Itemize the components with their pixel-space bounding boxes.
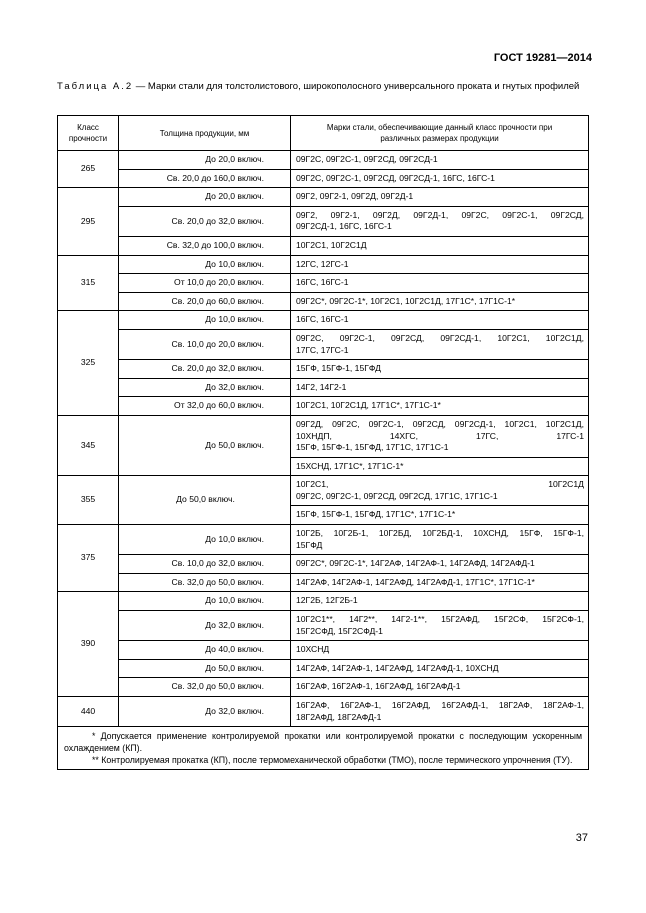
grades-cell: [291, 592, 589, 611]
header-class: Класс прочности: [58, 116, 119, 151]
thickness-cell: [119, 151, 291, 170]
table-caption-text: — Марки стали для толстолистового, широкополосного универсального проката и гнутых профилей: [133, 81, 580, 92]
thickness-text: До 10,0 включ.: [205, 595, 264, 606]
grade-line: 14Г2АФ, 14Г2АФ-1, 14Г2АФД, 14Г2АФД-1, 17Г1С*, 17Г1С-1*: [296, 576, 535, 587]
notes-row: [58, 727, 589, 770]
table-caption: [57, 81, 588, 93]
grade-line: 12Г2Б, 12Г2Б-1: [296, 595, 358, 606]
class-cell: 265: [58, 151, 119, 188]
thickness-text: Св. 32,0 до 50,0 включ.: [171, 681, 264, 692]
grades-cell: [291, 236, 589, 255]
thickness-cell: [119, 255, 291, 274]
table-row: [58, 236, 589, 255]
grades-cell: [291, 329, 589, 359]
table-row: [58, 329, 589, 359]
class-cell: 325: [58, 311, 119, 416]
thickness-text: До 32,0 включ.: [205, 381, 264, 392]
table-row: [58, 611, 589, 641]
grades-cell: [291, 611, 589, 641]
table-row: [58, 188, 589, 207]
grades-cell: [291, 697, 589, 727]
table-row: [58, 292, 589, 311]
table-row: [58, 274, 589, 293]
grade-line: 15ХСНД, 17Г1С*, 17Г1С-1*: [296, 460, 404, 471]
grade-line: 10ХСНД: [296, 644, 330, 655]
grade-line: 10Г2С1, 10Г2С1Д: [296, 479, 584, 490]
grades-cell: [291, 476, 589, 506]
grades-cell: [291, 169, 589, 188]
grade-line: 09Г2С*, 09Г2С-1*, 14Г2АФ, 14Г2АФ-1, 14Г2АФД, 14Г2АФД-1: [296, 558, 535, 569]
grade-line: 09Г2С, 09Г2С-1, 09Г2СД, 09Г2СД-1: [296, 154, 438, 164]
grade-line: 15ГФ, 15ГФ-1, 15ГФД: [296, 363, 381, 374]
grades-cell: [291, 678, 589, 697]
thickness-cell: [119, 236, 291, 255]
grades-cell: [291, 378, 589, 397]
thickness-cell: [119, 641, 291, 660]
thickness-text: До 20,0 включ.: [205, 154, 264, 164]
thickness-cell: [119, 188, 291, 207]
thickness-cell: [119, 311, 291, 330]
thickness-text: До 50,0 включ.: [205, 439, 264, 450]
grade-line: 12ГС, 12ГС-1: [296, 258, 349, 269]
thickness-cell: [119, 274, 291, 293]
thickness-text: Св. 32,0 до 50,0 включ.: [171, 576, 264, 587]
table-caption-label: Таблица А.2: [57, 81, 134, 92]
grade-line: 10ХНДП, 14ХГС, 17ГС, 17ГС-1: [296, 430, 584, 441]
thickness-text: До 40,0 включ.: [205, 644, 264, 655]
grades-cell: [291, 255, 589, 274]
thickness-text: Св. 10,0 до 32,0 включ.: [171, 558, 264, 569]
thickness-cell: [119, 525, 291, 555]
grades-cell: [291, 555, 589, 574]
grade-line: 16Г2АФ, 16Г2АФ-1, 16Г2АФД, 16Г2АФД-1, 18Г2АФ, 18Г2АФ-1,: [296, 700, 584, 710]
thickness-cell: [119, 697, 291, 727]
thickness-text: От 32,0 до 60,0 включ.: [174, 400, 264, 411]
grade-line: 09Г2, 09Г2-1, 09Г2Д, 09Г2Д-1: [296, 191, 414, 202]
grade-line: 09Г2С*, 09Г2С-1*, 10Г2С1, 10Г2С1Д, 17Г1С*, 17Г1С-1*: [296, 295, 516, 306]
grade-line: 09Г2СД-1, 16ГС, 16ГС-1: [296, 221, 392, 232]
table-notes: [58, 727, 589, 770]
grade-line: 10Г2С1, 10Г2С1Д, 17Г1С*, 17Г1С-1*: [296, 400, 441, 411]
thickness-cell: [119, 611, 291, 641]
thickness-cell: [119, 397, 291, 416]
header-thickness: Толщина продукции, мм: [119, 116, 291, 151]
grades-cell: [291, 506, 589, 525]
footnote: * Допускается применение контролируемой прокатки или контролируемой прокатки с последующим ускоренным охлаждением (КП).: [64, 731, 582, 754]
grades-cell: [291, 659, 589, 678]
grade-line: 10Г2С1**, 14Г2**, 14Г2-1**, 15Г2АФД, 15Г2СФ, 15Г2СФ-1,: [296, 614, 584, 625]
thickness-text: Св. 20,0 до 60,0 включ.: [171, 295, 264, 306]
class-cell: 295: [58, 188, 119, 255]
thickness-cell: [119, 329, 291, 359]
thickness-text: До 50,0 включ.: [205, 662, 264, 673]
thickness-text: Св. 20,0 до 32,0 включ.: [171, 215, 264, 226]
table-row: [58, 573, 589, 592]
grades-cell: [291, 206, 589, 236]
thickness-cell: [119, 573, 291, 592]
grade-line: 09Г2Д, 09Г2С, 09Г2С-1, 09Г2СД, 09Г2СД-1, 10Г2С1, 10Г2С1Д,: [296, 418, 584, 429]
thickness-text: До 32,0 включ.: [205, 619, 264, 630]
table-row: [58, 378, 589, 397]
thickness-text: До 20,0 включ.: [205, 191, 264, 202]
grades-cell: [291, 360, 589, 379]
thickness-text: Св. 10,0 до 20,0 включ.: [171, 338, 264, 349]
grade-line: 14Г2, 14Г2-1: [296, 381, 347, 392]
table-row: [58, 659, 589, 678]
thickness-text: До 32,0 включ.: [205, 705, 264, 716]
grade-line: 16ГС, 16ГС-1: [296, 314, 349, 325]
table-row: [58, 169, 589, 188]
thickness-text: Св. 20,0 до 160,0 включ.: [166, 172, 264, 183]
grade-line: 15ГФ, 15ГФ-1, 15ГФД, 17Г1С*, 17Г1С-1*: [296, 509, 456, 520]
table-row: [58, 255, 589, 274]
grade-line: 15ГФ, 15ГФ-1, 15ГФД, 17Г1С, 17Г1С-1: [296, 442, 449, 453]
grades-cell: [291, 188, 589, 207]
table-row: [58, 525, 589, 555]
grades-cell: [291, 457, 589, 476]
thickness-text: Св. 20,0 до 32,0 включ.: [171, 363, 264, 374]
table-header-row: [58, 116, 589, 151]
thickness-cell: [119, 476, 291, 525]
thickness-cell: [119, 659, 291, 678]
grades-cell: [291, 397, 589, 416]
table-row: [58, 206, 589, 236]
thickness-text: Св. 32,0 до 100,0 включ.: [166, 239, 264, 250]
grades-cell: [291, 151, 589, 170]
grades-cell: [291, 415, 589, 457]
footnote: ** Контролируемая прокатка (КП), после термомеханической обработки (ТМО), после термического упрочнения (ТУ).: [92, 755, 573, 766]
table-row: [58, 697, 589, 727]
grade-line: 10Г2Б, 10Г2Б-1, 10Г2БД, 10Г2БД-1, 10ХСНД, 15ГФ, 15ГФ-1,: [296, 528, 584, 539]
thickness-cell: [119, 292, 291, 311]
grade-line: 16ГС, 16ГС-1: [296, 277, 349, 288]
grade-line: 10Г2С1, 10Г2С1Д: [296, 239, 367, 250]
thickness-cell: [119, 169, 291, 188]
grade-line: 15ГФД: [296, 539, 323, 550]
grades-cell: [291, 573, 589, 592]
table-row: [58, 311, 589, 330]
thickness-text: От 10,0 до 20,0 включ.: [174, 277, 264, 288]
grade-line: 09Г2С, 09Г2С-1, 09Г2СД, 09Г2СД-1, 10Г2С1, 10Г2С1Д,: [296, 332, 584, 343]
grade-line: 16Г2АФ, 16Г2АФ-1, 16Г2АФД, 16Г2АФД-1: [296, 681, 461, 692]
class-cell: 345: [58, 415, 119, 475]
table-row: [58, 151, 589, 170]
thickness-text: До 50,0 включ.: [176, 494, 235, 505]
table-row: [58, 641, 589, 660]
grades-cell: [291, 292, 589, 311]
thickness-cell: [119, 360, 291, 379]
document-header: ГОСТ 19281—2014: [493, 52, 592, 64]
thickness-cell: [119, 415, 291, 475]
thickness-cell: [119, 555, 291, 574]
table-row: [58, 678, 589, 697]
thickness-cell: [119, 206, 291, 236]
header-grades: Марки стали, обеспечивающие данный класс прочности при различных размерах продукции: [291, 116, 589, 151]
grades-cell: [291, 311, 589, 330]
thickness-cell: [119, 378, 291, 397]
grade-line: 15Г2СФД, 15Г2СФД-1: [296, 625, 383, 636]
table-row: [58, 415, 589, 457]
grades-cell: [291, 641, 589, 660]
thickness-cell: [119, 678, 291, 697]
class-cell: 315: [58, 255, 119, 311]
grades-cell: [291, 525, 589, 555]
thickness-text: До 10,0 включ.: [205, 258, 264, 269]
class-cell: 440: [58, 697, 119, 727]
grade-line: 09Г2С, 09Г2С-1, 09Г2СД, 09Г2СД-1, 16ГС, 16ГС-1: [296, 172, 495, 183]
steel-grades-table: [57, 115, 589, 770]
table-row: [58, 360, 589, 379]
grade-line: 09Г2, 09Г2-1, 09Г2Д, 09Г2Д-1, 09Г2С, 09Г2С-1, 09Г2СД,: [296, 209, 584, 220]
class-cell: 355: [58, 476, 119, 525]
grade-line: 14Г2АФ, 14Г2АФ-1, 14Г2АФД, 14Г2АФД-1, 10ХСНД: [296, 662, 499, 673]
table-body: [58, 151, 589, 770]
table-row: [58, 555, 589, 574]
page-number: 37: [575, 832, 588, 844]
grade-line: 17ГС, 17ГС-1: [296, 344, 349, 355]
thickness-text: До 10,0 включ.: [205, 533, 264, 544]
thickness-text: До 10,0 включ.: [205, 314, 264, 325]
grade-line: 09Г2С, 09Г2С-1, 09Г2СД, 09Г2СД, 17Г1С, 17Г1С-1: [296, 490, 498, 501]
table-row: [58, 397, 589, 416]
class-cell: 375: [58, 525, 119, 592]
thickness-cell: [119, 592, 291, 611]
table-row: [58, 592, 589, 611]
class-cell: 390: [58, 592, 119, 697]
table-row: [58, 476, 589, 506]
grade-line: 18Г2АФД, 18Г2АФД-1: [296, 711, 382, 722]
grades-cell: [291, 274, 589, 293]
